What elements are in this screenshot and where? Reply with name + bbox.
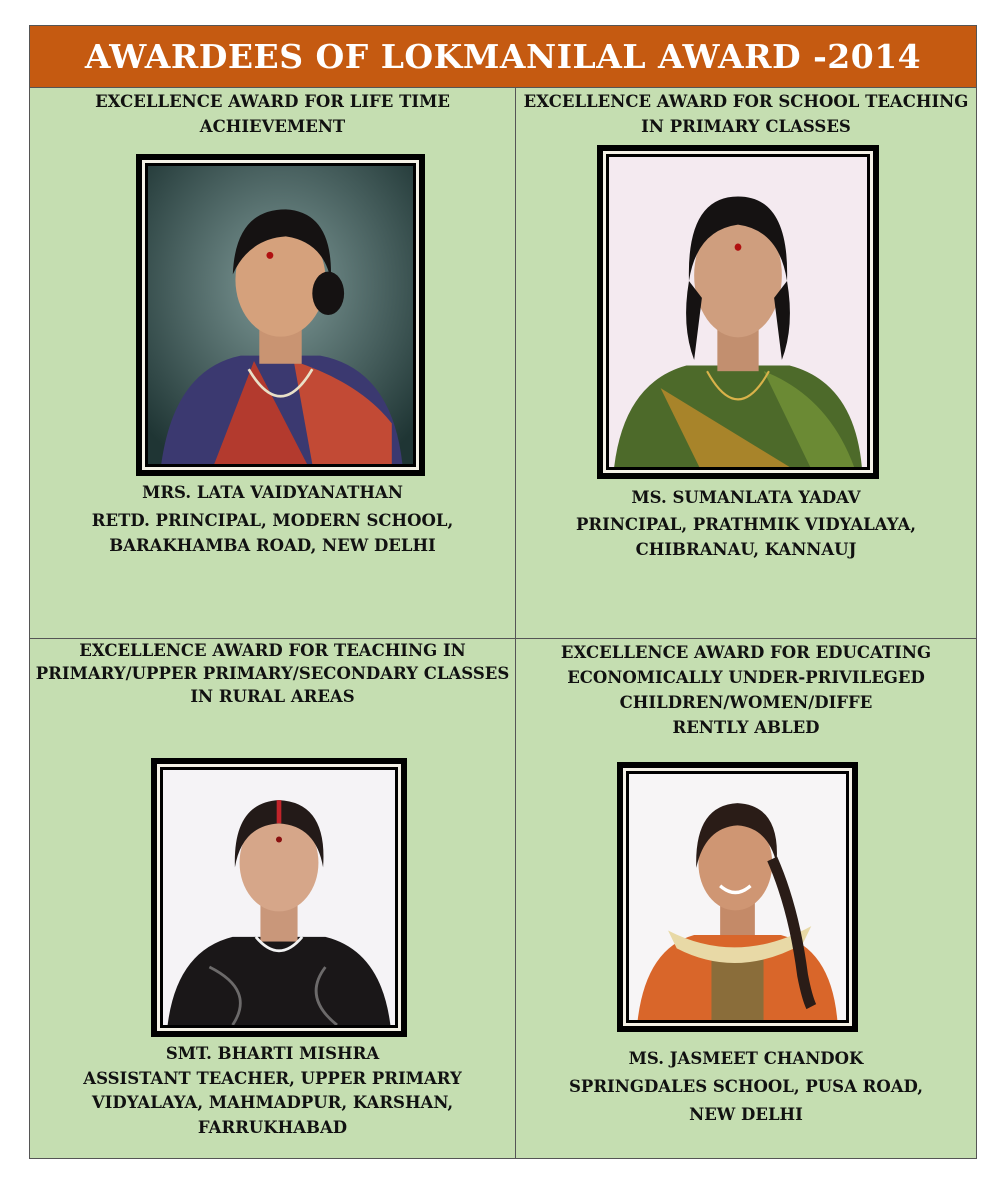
- award-line: ECONOMICALLY UNDER-PRIVILEGED: [567, 668, 925, 687]
- portrait-frame: [151, 758, 407, 1037]
- awardee-detail: FARRUKHABAD: [197, 1117, 348, 1137]
- awardee-info: [30, 1042, 515, 1140]
- awardee-detail: SPRINGDALES SCHOOL, PUSA ROAD,: [569, 1077, 923, 1096]
- award-line: EXCELLENCE AWARD FOR LIFE TIME: [95, 92, 450, 111]
- portrait-photo: [148, 166, 413, 464]
- portrait-photo: [629, 774, 846, 1020]
- award-category: [516, 640, 976, 740]
- award-line: CHILDREN/WOMEN/DIFFE: [619, 693, 873, 712]
- awardee-detail: CHIBRANAU, KANNAUJ: [635, 540, 857, 559]
- awardee-detail: BARAKHAMBA ROAD, NEW DELHI: [109, 536, 436, 555]
- portrait-frame: [617, 762, 858, 1032]
- award-line: PRIMARY/UPPER PRIMARY/SECONDARY CLASSES: [35, 664, 510, 683]
- awardee-name: MRS. LATA VAIDYANATHAN: [142, 483, 403, 502]
- award-category: [30, 89, 515, 139]
- awardee-cell: [516, 88, 976, 639]
- awardee-detail: VIDYALAYA, MAHMADPUR, KARSHAN,: [91, 1093, 454, 1112]
- awardee-info: [516, 485, 976, 562]
- awardee-detail: NEW DELHI: [689, 1105, 803, 1124]
- awardee-name: MS. JASMEET CHANDOK: [628, 1049, 864, 1068]
- awardee-name: SMT. BHARTI MISHRA: [165, 1044, 380, 1063]
- awardee-cell: [516, 639, 976, 1158]
- awardee-cell: [30, 88, 516, 639]
- awardee-info: [516, 1045, 976, 1129]
- page-title: AWARDEES OF LOKMANILAL AWARD -2014: [30, 26, 976, 88]
- award-line: EXCELLENCE AWARD FOR TEACHING IN: [79, 641, 466, 660]
- award-line: RENTLY ABLED: [672, 718, 820, 737]
- portrait-photo: [609, 157, 867, 467]
- awardee-info: [30, 480, 515, 558]
- awardee-detail: PRINCIPAL, PRATHMIK VIDYALAYA,: [575, 515, 917, 534]
- award-line: EXCELLENCE AWARD FOR SCHOOL TEACHING: [523, 92, 969, 111]
- award-line: IN PRIMARY CLASSES: [641, 117, 851, 136]
- award-line: IN RURAL AREAS: [190, 687, 355, 706]
- award-line: ACHIEVEMENT: [199, 117, 346, 136]
- awardee-detail: RETD. PRINCIPAL, MODERN SCHOOL,: [91, 511, 454, 530]
- award-category: [516, 89, 976, 139]
- award-sheet: [29, 25, 977, 1159]
- award-line: EXCELLENCE AWARD FOR EDUCATING: [560, 643, 932, 662]
- awardee-name: MS. SUMANLATA YADAV: [631, 488, 861, 507]
- award-category: [30, 639, 515, 708]
- awardee-detail: ASSISTANT TEACHER, UPPER PRIMARY: [83, 1068, 462, 1088]
- portrait-frame: [597, 145, 879, 479]
- awardee-cell: [30, 639, 516, 1158]
- portrait-frame: [136, 154, 425, 476]
- portrait-photo: [163, 770, 395, 1025]
